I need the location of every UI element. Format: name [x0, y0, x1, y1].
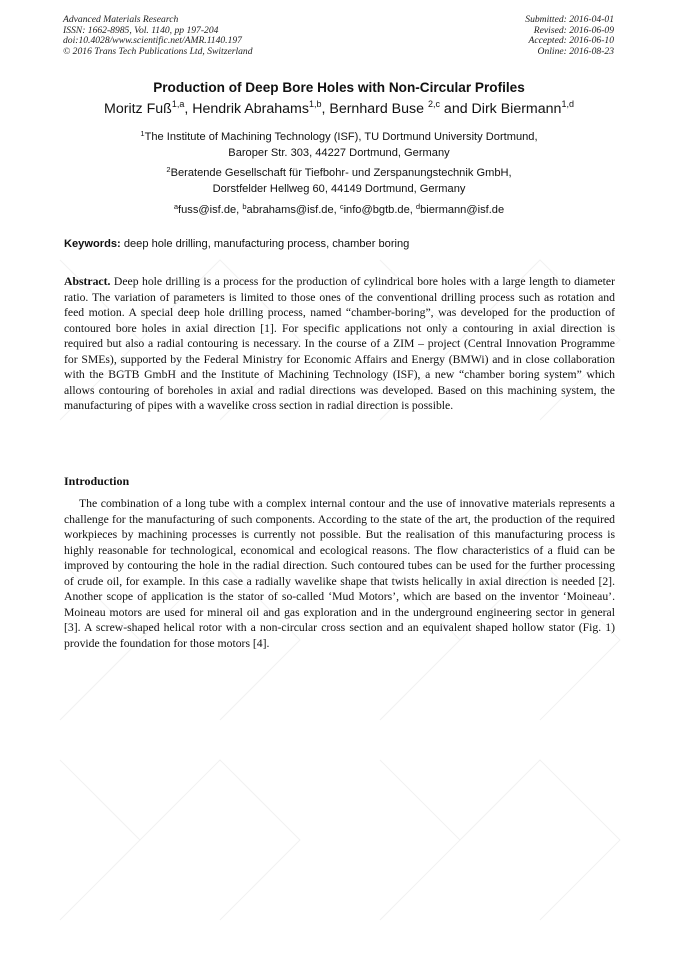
author-name: Bernhard Buse [329, 101, 425, 117]
keywords [64, 238, 616, 250]
paper-title: Production of Deep Bore Holes with Non-Circular Profiles [153, 80, 525, 95]
affiliation-mark: 1 [140, 129, 145, 138]
author-affiliation-mark: 1,a [171, 99, 185, 109]
revised-date: Revised: 2016-06-09 [533, 24, 614, 36]
email-mark: a [173, 202, 179, 211]
abstract-text: Deep hole drilling is a process for the production of cylindrical bore holes with a large length to diameter ratio. The variation of parameters is limited to those ones of the conventional drilling process such as rotation and feed motion. A special deep hole drilling process, named “chamber-boring”, was developed for the production of contoured bore holes in axial direction [1]. For specific applications not only a contouring in axial direction is required but also a radial contouring is necessary. In the course of a ZIM – project (Central Innovation Programme for SMEs), supported by the Federal Ministry for Economic Affairs and Energy (BMWi) and in close collaboration with the BGTB GmbH and the Institute of Machining Technology (ISF), a new “chamber boring system” which allows contouring of boreholes in axial and radial directions was developed. Based on this machining system, the manufacturing of pipes with a wavelike cross section in radial direction is possible. [64, 275, 616, 413]
author-separator: and [439, 101, 472, 117]
author-name: Moritz Fuß [104, 101, 172, 117]
author-separator: , [184, 101, 193, 117]
email-link[interactable]: fuss@isf.de, [178, 204, 240, 216]
email-mark: c [339, 202, 344, 211]
introduction-paragraph: The combination of a long tube with a complex internal contour and the use of innovative materials represents a challenge for the manufacturing of such components. According to the state of the art, the production of the required workpieces by machining processes is currently not possible. But the realisation of this manufacturing process is highly reasonable for technological, economical and ecological reasons. The flow characteristics of a fluid can be improved by contouring the hole in the radial direction. Such contoured tubes can be used for the further processing of crude oil, for example. In this case a radially wavelike shape that twists helically in axial direction is needed [2]. Another scope of application is the stator of so-called ‘Mud Motors’, which are based on the inventor ‘Moineau’. Moineau motors are used for mineral oil and gas exploration and in the underground engineering sector in general [3]. A screw-shaped helical rotor with a non-circular cross section and an equivalent shaped hollow stator (Fig. 1) provide the foundation for those motors [4]. [64, 497, 615, 650]
keywords-text: deep hole drilling, manufacturing process, chamber boring [123, 238, 410, 250]
author-name: Dirk Biermann [471, 101, 562, 117]
author-affiliation-mark: 2,c [427, 99, 440, 109]
email-link[interactable]: biermann@isf.de [420, 204, 505, 216]
affiliation-line: Beratende Gesellschaft für Tiefbohr- und Zerspanungstechnik GmbH, [170, 167, 512, 179]
section-heading-introduction: Introduction [64, 474, 130, 488]
email-list [0, 203, 678, 219]
accepted-date: Accepted: 2016-06-10 [528, 35, 614, 47]
email-link[interactable]: info@bgtb.de, [343, 204, 413, 216]
affiliation-line: Dorstfelder Hellweg 60, 44149 Dortmund, Germany [212, 182, 466, 195]
email-link[interactable]: abrahams@isf.de, [246, 204, 337, 216]
author-list [0, 101, 678, 117]
journal-name: Advanced Materials Research [63, 14, 179, 25]
publication-dates [525, 15, 614, 57]
email-mark: d [415, 202, 421, 211]
online-date: Online: 2016-08-23 [537, 45, 614, 57]
author-name: Hendrik Abrahams [192, 101, 309, 117]
copyright-line: © 2016 Trans Tech Publications Ltd, Switzerland [63, 45, 253, 57]
abstract [64, 274, 615, 414]
journal-info [63, 15, 253, 57]
author-affiliation-mark: 1,b [308, 99, 322, 109]
author-affiliation-mark: 1,d [561, 99, 574, 109]
email-mark: b [242, 202, 247, 211]
issn-line: ISSN: 1662-8985, Vol. 1140, pp 197-204 [63, 24, 219, 36]
affiliation-2 [0, 166, 678, 197]
affiliation-1 [0, 130, 678, 161]
keywords-label: Keywords: [64, 238, 121, 250]
abstract-label: Abstract. [64, 275, 111, 288]
author-separator: , [321, 101, 330, 117]
affiliation-mark: 2 [166, 165, 171, 174]
submitted-date: Submitted: 2016-04-01 [525, 14, 614, 25]
affiliation-line: Baroper Str. 303, 44227 Dortmund, Germany [228, 146, 450, 159]
doi-line[interactable]: doi:10.4028/www.scientific.net/AMR.1140.197 [63, 35, 242, 47]
affiliation-line: The Institute of Machining Technology (ISF), TU Dortmund University Dortmund, [144, 131, 538, 143]
